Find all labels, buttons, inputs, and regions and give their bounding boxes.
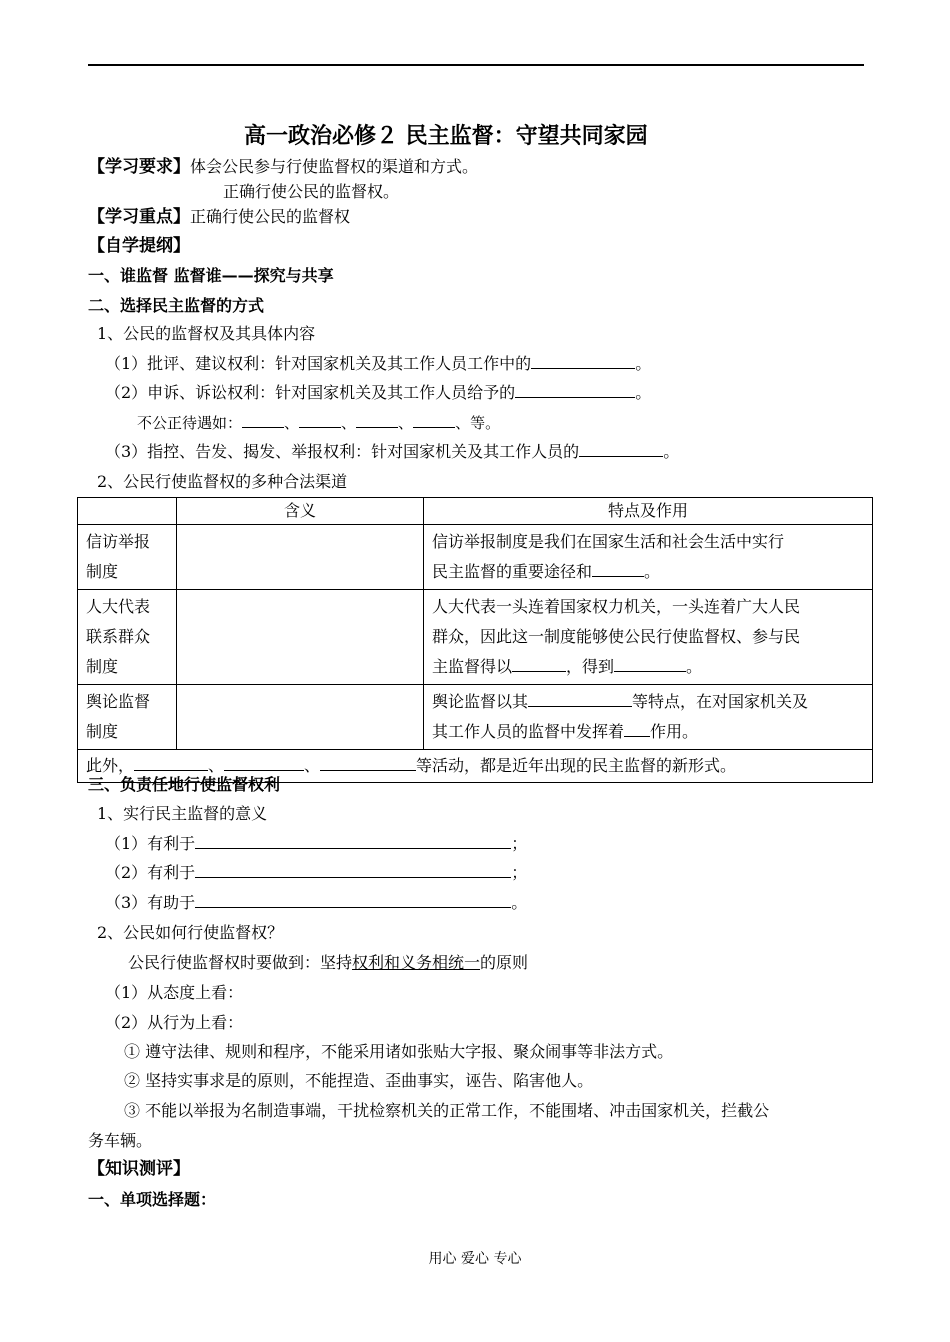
s2-point-2: （2）申诉、诉讼权利：针对国家机关及其工作人员给予的 。 (105, 383, 652, 402)
blank (195, 893, 511, 908)
row-meaning-blank (177, 590, 424, 685)
row-meaning-blank (177, 685, 424, 750)
requirements-label: 【学习要求】 (88, 157, 190, 177)
s3-point-3: （3）有助于 。 (105, 893, 528, 912)
s3-point-2: （2）有利于 ； (105, 863, 528, 882)
test-section-1: 一、单项选择题： (88, 1190, 217, 1209)
table-footer: 此外， 、 、 等活动，都是近年出现的民主监督的新形式。 (78, 750, 873, 783)
key-points-text: 正确行使公民的监督权 (190, 207, 351, 226)
s2-point-3: （3）指控、告发、揭发、举报权利：针对国家机关及其工作人员的 。 (105, 442, 680, 461)
blank (531, 354, 635, 369)
s3-attitude: （1）从态度上看： (105, 983, 244, 1002)
s3-item-2: 2、公民如何行使监督权？ (97, 923, 284, 942)
section-1-heading: 一、谁监督 监督谁——探究与共享 (88, 266, 334, 285)
table-header-row (78, 498, 873, 525)
s2-point-1: （1）批评、建议权利：针对国家机关及其工作人员工作中的 。 (105, 354, 652, 373)
row-name: 信访举报 制度 (78, 525, 177, 590)
header-feature: 特点及作用 (424, 498, 873, 525)
blank (614, 657, 686, 672)
row-name: 舆论监督 制度 (78, 685, 177, 750)
requirements-line-1: 体会公民参与行使监督权的渠道和方式。 (190, 157, 479, 176)
s2-item-1: 1、公民的监督权及其具体内容 (97, 324, 316, 343)
blank (195, 834, 511, 849)
section-3-heading: 三、负责任地行使监督权利 (88, 775, 281, 794)
section-2-heading: 二、选择民主监督的方式 (88, 296, 265, 315)
table-row (78, 590, 873, 685)
row-meaning-blank (177, 525, 424, 590)
outline-label: 【自学提纲】 (88, 236, 190, 256)
header-meaning: 含义 (177, 498, 424, 525)
header-rule (88, 64, 864, 66)
s3-action-3-line-1: ③ 不能以举报为名制造事端，干扰检察机关的正常工作，不能围堵、冲击国家机关，拦截公 (124, 1101, 770, 1120)
s3-item-1: 1、实行民主监督的意义 (97, 804, 268, 823)
s3-action-1: ① 遵守法律、规则和程序，不能采用诸如张贴大字报、聚众闹事等非法方式。 (124, 1042, 674, 1061)
page-footer: 用心 爱心 专心 (428, 1251, 522, 1267)
requirements-line-2: 正确行使公民的监督权。 (223, 182, 400, 201)
blank (515, 383, 635, 398)
blank (320, 756, 416, 771)
row-feature: 人大代表一头连着国家权力机关，一头连着广大人民 群众，因此这一制度能够使公民行使监督权、参与民 主监督得以 ，得到 。 (424, 590, 873, 685)
blank (134, 756, 208, 771)
s2-item-2: 2、公民行使监督权的多种合法渠道 (97, 472, 348, 491)
blank (299, 413, 341, 428)
s3-point-1: （1）有利于 ； (105, 834, 528, 853)
s3-action-2: ② 坚持实事求是的原则，不能捏造、歪曲事实，诬告、陷害他人。 (124, 1071, 594, 1090)
table-row (78, 525, 873, 590)
blank (624, 722, 650, 737)
blank (195, 863, 511, 878)
table-row (78, 685, 873, 750)
channels-table (77, 497, 873, 783)
page-title: 高一政治必修２ 民主监督：守望共同家园 (244, 123, 648, 149)
row-feature: 信访举报制度是我们在国家生活和社会生活中实行 民主监督的重要途径和 。 (424, 525, 873, 590)
blank (242, 413, 284, 428)
blank (579, 442, 663, 457)
blank (512, 657, 566, 672)
blank (224, 756, 304, 771)
key-points-label: 【学习重点】 (88, 207, 190, 227)
blank (356, 413, 398, 428)
blank (592, 562, 644, 577)
row-name: 人大代表 联系群众 制度 (78, 590, 177, 685)
test-label: 【知识测评】 (88, 1159, 190, 1179)
s3-action-3-line-2: 务车辆。 (88, 1131, 153, 1150)
row-feature: 舆论监督以其 等特点，在对国家机关及 其工作人员的监督中发挥着 作用。 (424, 685, 873, 750)
s3-principle: 公民行使监督权时要做到：坚持权利和义务相统一的原则 (128, 953, 529, 972)
s2-point-2-examples: 不公正待遇如： 、 、 、 、等。 (137, 414, 501, 432)
blank (528, 692, 632, 707)
blank (413, 413, 455, 428)
s3-action: （2）从行为上看： (105, 1013, 244, 1032)
